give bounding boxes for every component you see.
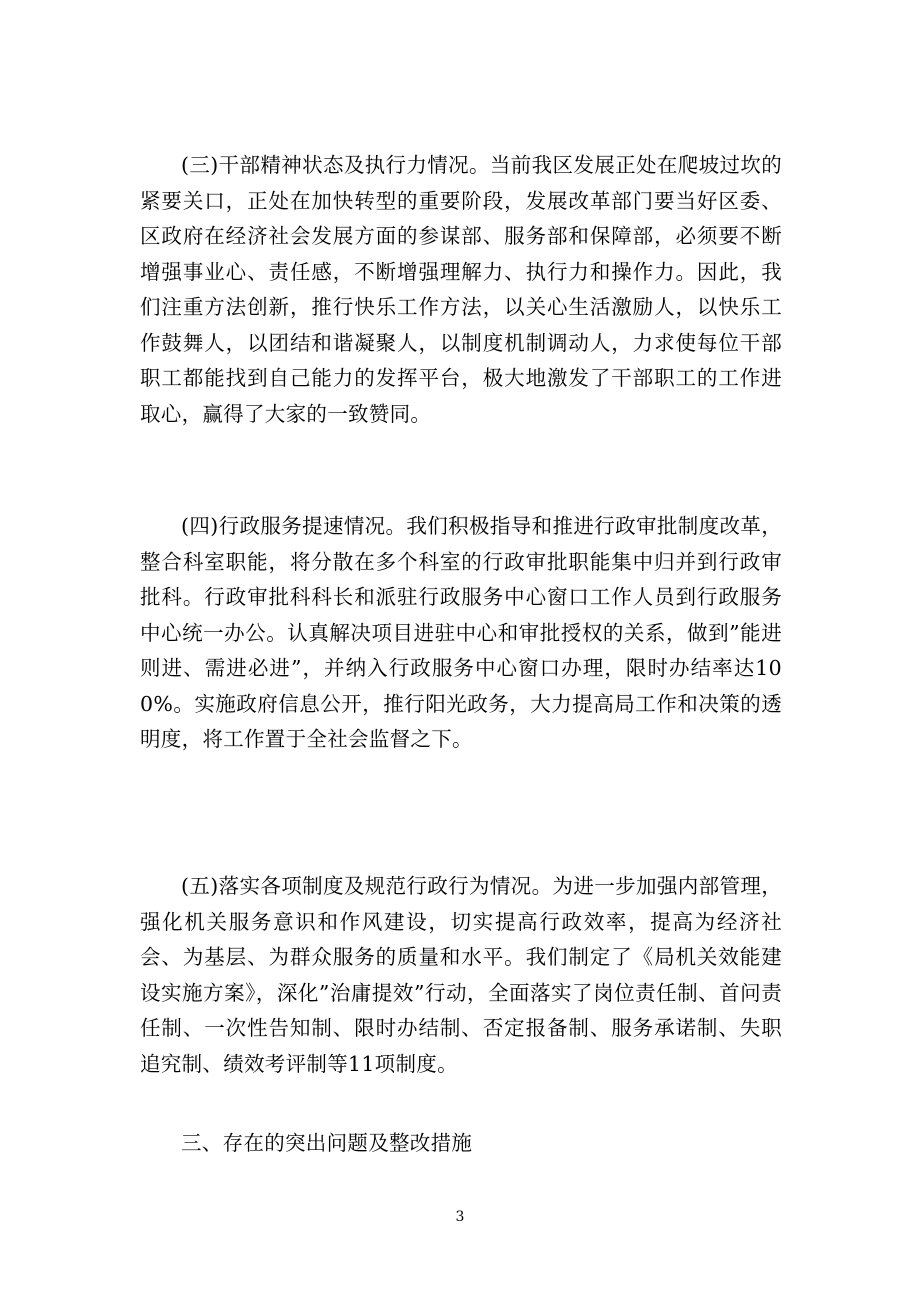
paragraph-regulations: (五)落实各项制度及规范行政行为情况。为进一步加强内部管理，强化机关服务意识和作风建设，切实提高行政效率，提高为经济社会、为基层、为群众服务的质量和水平。我们制定了《局机关效能建设实施方案》，深化”治庸提效”行动，全面落实了岗位责任制、首问责任制、一次性告知制、限时办结制、否定报备制、服务承诺制、失职追究制、绩效考评制等11项制度。 — [140, 874, 782, 1076]
paragraph-cadre-spirit: (三)干部精神状态及执行力情况。当前我区发展正处在爬坡过坎的紧要关口，正处在加快转型的重要阶段，发展改革部门要当好区委、区政府在经济社会发展方面的参谋部、服务部和保障部，必须要不断增强事业心、责任感，不断增强理解力、执行力和操作力。因此，我们注重方法创新，推行快乐工作方法，以关心生活激励人，以快乐工作鼓舞人，以团结和谐凝聚人，以制度机制调动人，力求使每位干部职工都能找到自己能力的发挥平台，极大地激发了干部职工的工作进取心，赢得了大家的一致赞同。 — [140, 153, 782, 426]
paragraph-admin-service: (四)行政服务提速情况。我们积极指导和推进行政审批制度改革，整合科室职能，将分散在多个科室的行政审批职能集中归并到行政审批科。行政审批科科长和派驻行政服务中心窗口工作人员到行政服务中心统一办公。认真解决项目进驻中心和审批授权的关系，做到”能进则进、需进必进”，并纳入行政服务中心窗口办理，限时办结率达100%。实施政府信息公开，推行阳光政务，大力提高局工作和决策的透明度，将工作置于全社会监督之下。 — [140, 514, 782, 751]
page-number: 3 — [455, 1209, 465, 1225]
section-heading: 三、存在的突出问题及整改措施 — [181, 1131, 473, 1155]
